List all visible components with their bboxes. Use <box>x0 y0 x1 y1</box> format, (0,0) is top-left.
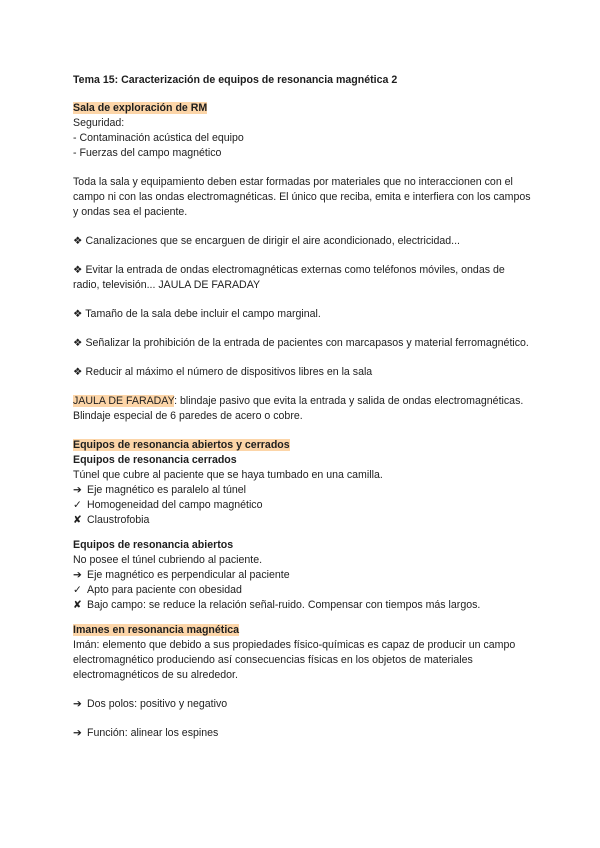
cerrados-heading: Equipos de resonancia cerrados <box>73 454 237 466</box>
diamond-bullet-icon: ❖ <box>73 366 83 378</box>
list-item: ✓ Homogeneidad del campo magnético <box>73 499 263 511</box>
arrow-right-icon: ➔ <box>73 698 82 710</box>
list-item: ✓ Apto para paciente con obesidad <box>73 584 242 596</box>
list-item: ➔ Dos polos: positivo y negativo <box>73 698 228 710</box>
arrow-right-icon: ➔ <box>73 727 82 739</box>
diamond-bullet-icon: ❖ <box>73 235 83 247</box>
diamond-bullet-icon: ❖ <box>73 308 83 320</box>
sala-bullet: ❖ Reducir al máximo el número de dispositivos libres en la sala <box>73 366 373 378</box>
iman-definition: Imán: elemento que debido a sus propiedades físico-químicas es capaz de producir un campo electromagnético produciendo así consecuencias físicas en los objetos de materiales electromagnéticos de su alrededor. <box>73 639 516 681</box>
document-content <box>73 73 533 741</box>
abiertos-description: No posee el túnel cubriendo al paciente. <box>73 554 263 566</box>
sala-heading: Sala de exploración de RM <box>73 102 208 114</box>
faraday-definition: JAULA DE FARADAY: blindaje pasivo que evita la entrada y salida de ondas electromagnéticas. Blindaje especial de 6 paredes de acero o cobre. <box>73 395 524 422</box>
seguridad-item: - Fuerzas del campo magnético <box>73 147 222 159</box>
cross-icon: ✘ <box>73 514 82 526</box>
seguridad-item: - Contaminación acústica del equipo <box>73 132 244 144</box>
abiertos-heading: Equipos de resonancia abiertos <box>73 539 234 551</box>
sala-bullet: ❖ Canalizaciones que se encarguen de dirigir el aire acondicionado, electricidad... <box>73 235 460 247</box>
seguridad-label: Seguridad: <box>73 117 125 129</box>
sala-paragraph: Toda la sala y equipamiento deben estar formadas por materiales que no interaccionen con el campo ni con las ondas electromagnéticas. El único que reciba, emita e interfiera con los campos y ondas sea el paciente. <box>73 176 531 218</box>
list-item: ➔ Función: alinear los espines <box>73 727 219 739</box>
arrow-right-icon: ➔ <box>73 569 82 581</box>
check-icon: ✓ <box>73 584 82 596</box>
check-icon: ✓ <box>73 499 82 511</box>
list-item: ✘ Bajo campo: se reduce la relación señal-ruido. Compensar con tiempos más largos. <box>73 599 481 611</box>
equipos-heading: Equipos de resonancia abiertos y cerrados <box>73 439 290 451</box>
imanes-heading: Imanes en resonancia magnética <box>73 624 240 636</box>
diamond-bullet-icon: ❖ <box>73 337 83 349</box>
cross-icon: ✘ <box>73 599 82 611</box>
sala-bullet: ❖ Señalizar la prohibición de la entrada de pacientes con marcapasos y material ferromagnético. <box>73 337 529 349</box>
sala-bullet: ❖ Tamaño de la sala debe incluir el campo marginal. <box>73 308 321 320</box>
arrow-right-icon: ➔ <box>73 484 82 496</box>
cerrados-description: Túnel que cubre al paciente que se haya tumbado en una camilla. <box>73 469 383 481</box>
diamond-bullet-icon: ❖ <box>73 264 83 276</box>
sala-bullet: ❖ Evitar la entrada de ondas electromagnéticas externas como teléfonos móviles, ondas de radio, televisión... JAULA DE FARADAY <box>73 264 505 291</box>
list-item: ➔ Eje magnético es perpendicular al paciente <box>73 569 290 581</box>
page-title: Tema 15: Caracterización de equipos de resonancia magnética 2 <box>73 74 398 86</box>
list-item: ➔ Eje magnético es paralelo al túnel <box>73 484 247 496</box>
faraday-term: JAULA DE FARADAY <box>73 395 175 407</box>
list-item: ✘ Claustrofobia <box>73 514 150 526</box>
